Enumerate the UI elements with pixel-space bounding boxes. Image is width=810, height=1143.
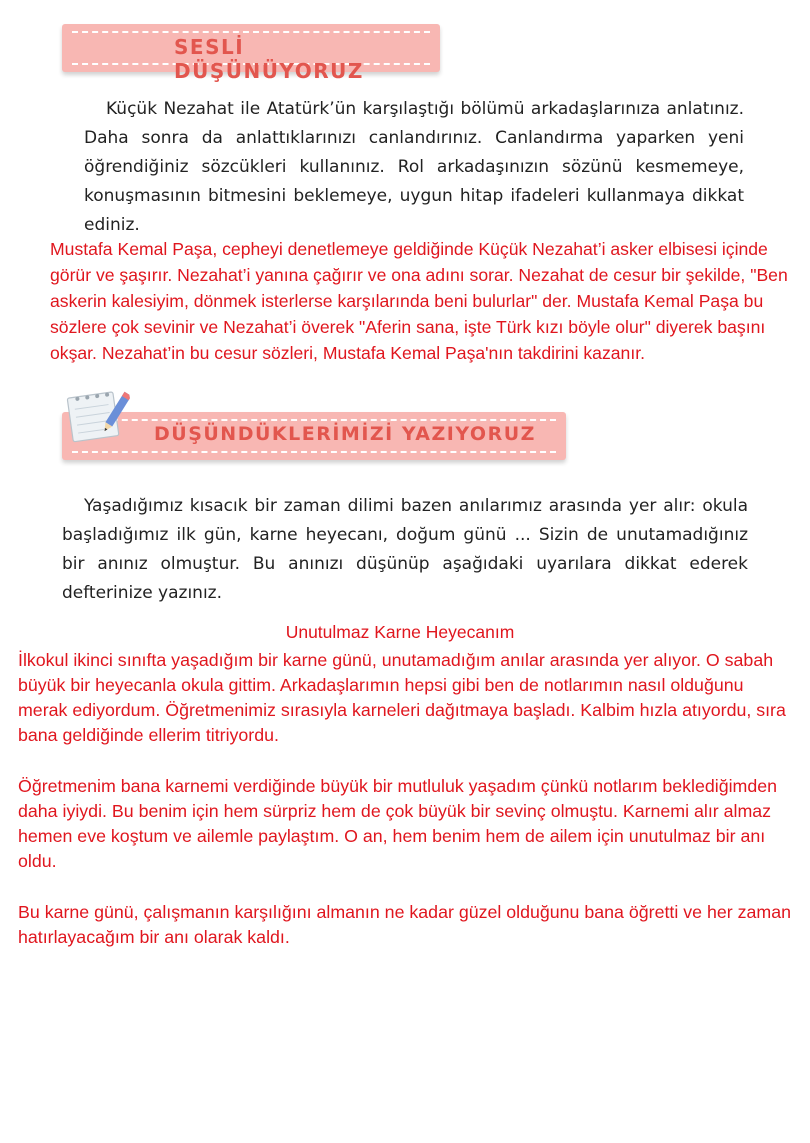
instruction-text: Küçük Nezahat ile Atatürk’ün karşılaştığı bölümü arkadaşlarınıza anlatınız. Daha sonra da anlattıklarınızı canlandırınız. Canlandırma yaparken yeni öğrendiğiniz sözcükleri kullanınız. Rol arkadaşınızın sözünü kesmemeye, konuşmasının bitmesini beklemeye, uygun hitap ifadeleri kullanmaya dikkat ediniz. [84, 99, 744, 235]
essay-body [18, 648, 794, 950]
section-title: DÜŞÜNDÜKLERİMİZİ YAZIYORUZ [154, 423, 536, 445]
section-title: SESLİ DÜŞÜNÜYORUZ [174, 35, 364, 83]
section-banner-sesli [62, 24, 440, 83]
essay-paragraph: İlkokul ikinci sınıfta yaşadığım bir karne günü, unutamadığım anılar arasında yer alıyor. O sabah büyük bir heyecanla okula gittim. Arkadaşlarımın hepsi gibi ben de notlarımın nasıl olduğunu merak ediyordum. Öğretmenimiz sırasıyla karneleri dağıtmaya başladı. Kalbim hızla atıyordu, sıra bana geldiğinde ellerim titriyordu. [18, 650, 786, 745]
section-banner-dusunduklerimizi [62, 412, 566, 460]
notepad-pencil-icon [62, 384, 135, 449]
answer-text: Mustafa Kemal Paşa, cepheyi denetlemeye geldiğinde Küçük Nezahat’i asker elbisesi içinde görür ve şaşırır. Nezahat’i yanına çağırır ve ona adını sorar. Nezahat de cesur bir şekilde, "Ben askerin kalesiyim, dönmek isterlerse karşılarında beni bulurlar" der. Mustafa Kemal Paşa bu sözlere çok sevinir ve Nezahat’i överek "Aferin sana, işte Türk kızı böyle olur" diyerek başını okşar. Nezahat’in bu cesur sözleri, Mustafa Kemal Paşa'nın takdirini kazanır. [50, 239, 788, 363]
essay-title: Unutulmaz Karne Heyecanım [285, 622, 515, 642]
essay-paragraph: Öğretmenim bana karnemi verdiğinde büyük bir mutluluk yaşadım çünkü notlarım beklediğimden daha iyiydi. Bu benim için hem sürpriz hem de çok büyük bir sevinç olmuştu. Karnemi alır almaz hemen eve koştum ve ailemle paylaştım. O an, hem benim hem de ailem için unutulmaz bir anı oldu. [18, 776, 778, 871]
essay-paragraph: Bu karne günü, çalışmanın karşılığını almanın ne kadar güzel olduğunu bana öğretti ve her zaman hatırlayacağım bir anı olarak kaldı. [18, 902, 791, 947]
instruction-text: Yaşadığımız kısacık bir zaman dilimi bazen anılarımız arasında yer alır: okula başladığımız ilk gün, karne heyecanı, doğum günü ... Sizin de unutamadığınız bir anınız olmuştur. Bu anınızı düşünüp aşağıdaki uyarılara dikkat ederek defterinize yazınız. [62, 496, 748, 603]
